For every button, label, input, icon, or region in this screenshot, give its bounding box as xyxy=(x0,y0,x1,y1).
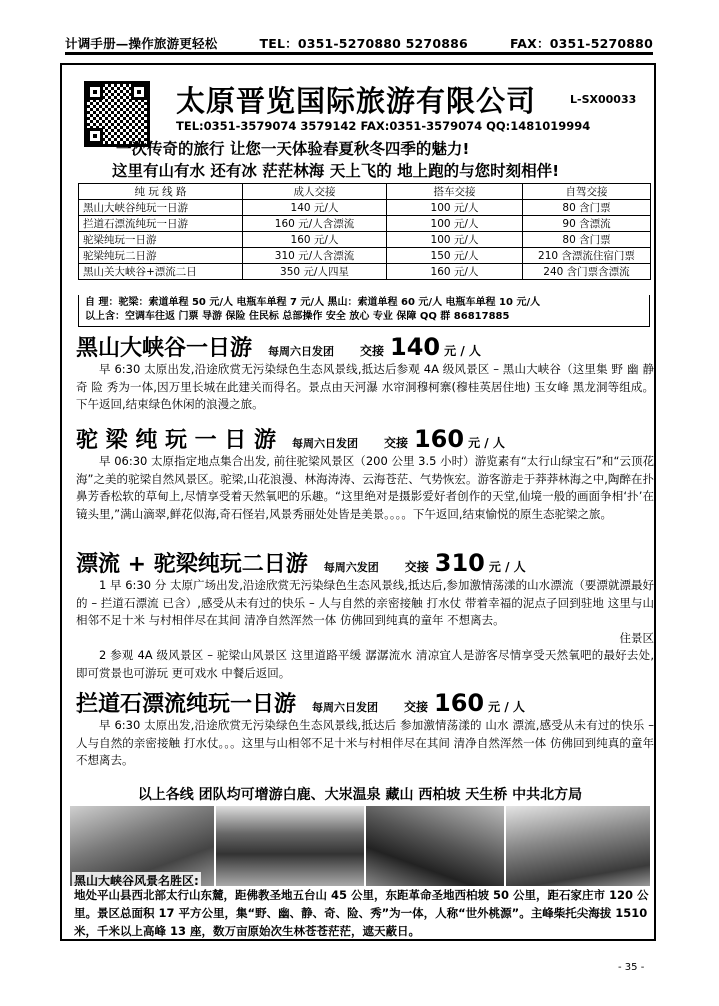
slogan-primary: 一次传奇的旅行 让您一天体验春夏秋冬四季的魅力! xyxy=(116,140,470,158)
page-header xyxy=(65,34,653,52)
table-cell: 310 元/人含漂流 xyxy=(243,248,387,264)
extra-attractions-note: 以上各线 团队均可增游白鹿、大汖温泉 藏山 西柏坡 天生桥 中共北方局 xyxy=(137,787,583,803)
col-header-self-drive: 自驾交接 xyxy=(523,184,651,200)
col-header-ride: 搭车交接 xyxy=(387,184,523,200)
route-price-label: 交接 xyxy=(404,700,429,714)
table-cell: 100 元/人 xyxy=(387,200,523,216)
table-cell: 80 含门票 xyxy=(523,200,651,216)
company-contact: TEL:0351-3579074 3579142 FAX:0351-3579074 QQ:1481019994 xyxy=(176,119,591,133)
page-number: - 35 - xyxy=(618,962,645,973)
route-header xyxy=(76,547,526,578)
table-cell: 160 元/人 xyxy=(387,264,523,280)
route-schedule: 每周六发团 xyxy=(323,561,379,574)
route-schedule: 每周六日发团 xyxy=(312,701,379,714)
route-day1-description: 1 早 6:30 分 太原广场出发,沿途欣赏无污染绿色生态风景线,抵达后,参加激情荡漾的山水漂流（要漂就漂最好的 – 拦道石漂流 已含）,感受从未有过的快乐 – 人与自然的亲密接触 打水仗 带着幸福的泥点子回到驻地 这里与山相邻不足十米 与村相伴尽在其间 清净自然浑然一体 仿佛回到纯真的童年 不想离去。 xyxy=(76,578,654,627)
table-cell: 驼梁纯玩二日游 xyxy=(79,248,243,264)
scenic-photo xyxy=(216,806,364,886)
route-header xyxy=(76,331,481,362)
route-price-unit: 元 / 人 xyxy=(468,436,505,450)
table-cell: 150 元/人 xyxy=(387,248,523,264)
table-cell: 黑山大峡谷纯玩一日游 xyxy=(79,200,243,216)
route-description: 早 06:30 太原指定地点集合出发, 前往驼梁风景区（200 公里 3.5 小时）游览素有“太行山绿宝石”和“云顶花海”之美的驼梁自然风景区。驼梁,山花浪漫、林海涛涛、云海苍茫、气势恢宏。游客游走于莽莽林海之中,陶醉在扑鼻芳香松软的草甸上,尽情享受着天然氧吧的乐趣。“这里绝对是摄影爱好者创作的天堂,仙境一般的画面争相‘扑’在镜头里,”满山滴翠,鲜花似海,奇石怪岩,风景秀丽处处皆是美景。。。。下午返回,结束愉悦的原生态驼梁之旅。 xyxy=(76,454,654,521)
scenic-photo-strip xyxy=(70,806,650,886)
table-cell: 拦道石漂流纯玩一日游 xyxy=(79,216,243,232)
advert-frame xyxy=(60,63,656,941)
license-number: L-SX00033 xyxy=(570,93,637,106)
route-title: 驼 梁 纯 玩 一 日 游 xyxy=(76,428,276,453)
table-row xyxy=(79,264,651,280)
route-price: 140 xyxy=(390,333,441,361)
route-price-label: 交接 xyxy=(360,344,385,358)
route-price-unit: 元 / 人 xyxy=(488,700,525,714)
route-schedule: 每周六日发团 xyxy=(268,345,335,358)
route-price: 310 xyxy=(434,549,485,577)
route-day2-description: 2 参观 4A 级风景区 – 驼梁山风景区 这里道路平缓 潺潺流水 清凉宜人是游客尽情享受天然氧吧的最好去处,即可赏景也可游玩 更可戏水 中餐后返回。 xyxy=(76,648,654,680)
route-description: 早 6:30 太原出发,沿途欣赏无污染绿色生态风景线,抵达后 参加激情荡漾的 山水 漂流,感受从未有过的快乐 – 人与自然的亲密接触 打水仗。。。这里与山相邻不足十米与村相伴尽在其间 清净自然浑然一体 仿佛回到纯真的童年 不想离去。 xyxy=(76,718,654,767)
table-row xyxy=(79,200,651,216)
table-cell: 160 元/人 xyxy=(243,232,387,248)
scenic-area-label: 黑山大峡谷风景名胜区: xyxy=(72,872,201,886)
table-cell: 240 含门票含漂流 xyxy=(523,264,651,280)
table-cell: 黑山关大峡谷+漂流二日 xyxy=(79,264,243,280)
route-title: 黑山大峡谷一日游 xyxy=(76,336,253,361)
price-table xyxy=(78,183,651,280)
scenic-photo xyxy=(506,806,650,886)
table-cell: 210 含漂流住宿门票 xyxy=(523,248,651,264)
table-cell: 160 元/人含漂流 xyxy=(243,216,387,232)
scenic-photo xyxy=(366,806,504,886)
company-name: 太原晋览国际旅游有限公司 xyxy=(176,84,537,118)
table-cell: 350 元/人四星 xyxy=(243,264,387,280)
route-header xyxy=(76,423,505,454)
price-notes xyxy=(78,295,650,327)
header-tel: TEL：0351-5270880 5270886 xyxy=(259,36,468,51)
col-header-route: 纯 玩 线 路 xyxy=(79,184,243,200)
table-cell: 100 元/人 xyxy=(387,216,523,232)
col-header-adult: 成人交接 xyxy=(243,184,387,200)
slogan-secondary: 这里有山有水 还有冰 茫茫林海 天上飞的 地上跑的与您时刻相伴! xyxy=(112,162,560,180)
route-price-unit: 元 / 人 xyxy=(488,560,526,574)
table-cell: 100 元/人 xyxy=(387,232,523,248)
self-pay-note: 自 理：驼梁：索道单程 50 元/人 电瓶车单程 7 元/人 黑山：索道单程 60 元/人 电瓶车单程 10 元/人 xyxy=(85,297,541,308)
route-price-label: 交接 xyxy=(404,560,429,574)
table-cell: 140 元/人 xyxy=(243,200,387,216)
scenic-area-description: 地处平山县西北部太行山东麓，距佛教圣地五台山 45 公里，东距革命圣地西柏坡 50 公里，距石家庄市 120 公里。景区总面积 17 平方公里，集“野、幽、静、奇、险、秀”为一体，人称“世外桃源”。主峰柴托尖海拔 1510 米，千米以上高峰 13 座，数万亩原始次生林苍苍茫茫，遮天蔽日。 xyxy=(74,888,649,938)
includes-note: 以上含：空调车往返 门票 导游 保险 住民标 总部操作 安全 放心 专业 保障 QQ 群 86817885 xyxy=(85,311,510,322)
route-price: 160 xyxy=(413,425,465,453)
table-cell: 驼梁纯玩一日游 xyxy=(79,232,243,248)
route-price-label: 交接 xyxy=(383,436,408,450)
route-title: 拦道石漂流纯玩一日游 xyxy=(76,692,297,717)
table-cell: 90 含漂流 xyxy=(523,216,651,232)
route-title: 漂流 + 驼梁纯玩二日游 xyxy=(76,552,308,577)
header-rule xyxy=(65,52,653,55)
table-row xyxy=(79,232,651,248)
header-manual-title: 计调手册—操作旅游更轻松 xyxy=(65,36,218,51)
table-cell: 80 含门票 xyxy=(523,232,651,248)
route-description: 早 6:30 太原出发,沿途欣赏无污染绿色生态风景线,抵达后参观 4A 级风景区 – 黑山大峡谷（这里集 野 幽 静 奇 险 秀为一体,因万里长城在此建关而得名。景点由天河瀑 水帘洞穆柯寨(穆桂英居住地) 玉女峰 黑龙洞等组成。 下午返回,结束绿色休闲的浪漫之旅。 xyxy=(76,362,654,411)
table-row xyxy=(79,248,651,264)
header-fax: FAX：0351-5270880 xyxy=(510,36,653,51)
route-day1-lodging: 住景区 xyxy=(619,631,654,645)
route-price-unit: 元 / 人 xyxy=(444,344,481,358)
route-price: 160 xyxy=(434,689,485,717)
price-table-header xyxy=(79,184,651,200)
table-row xyxy=(79,216,651,232)
route-header xyxy=(76,687,525,718)
route-schedule: 每周六日发团 xyxy=(291,437,358,450)
